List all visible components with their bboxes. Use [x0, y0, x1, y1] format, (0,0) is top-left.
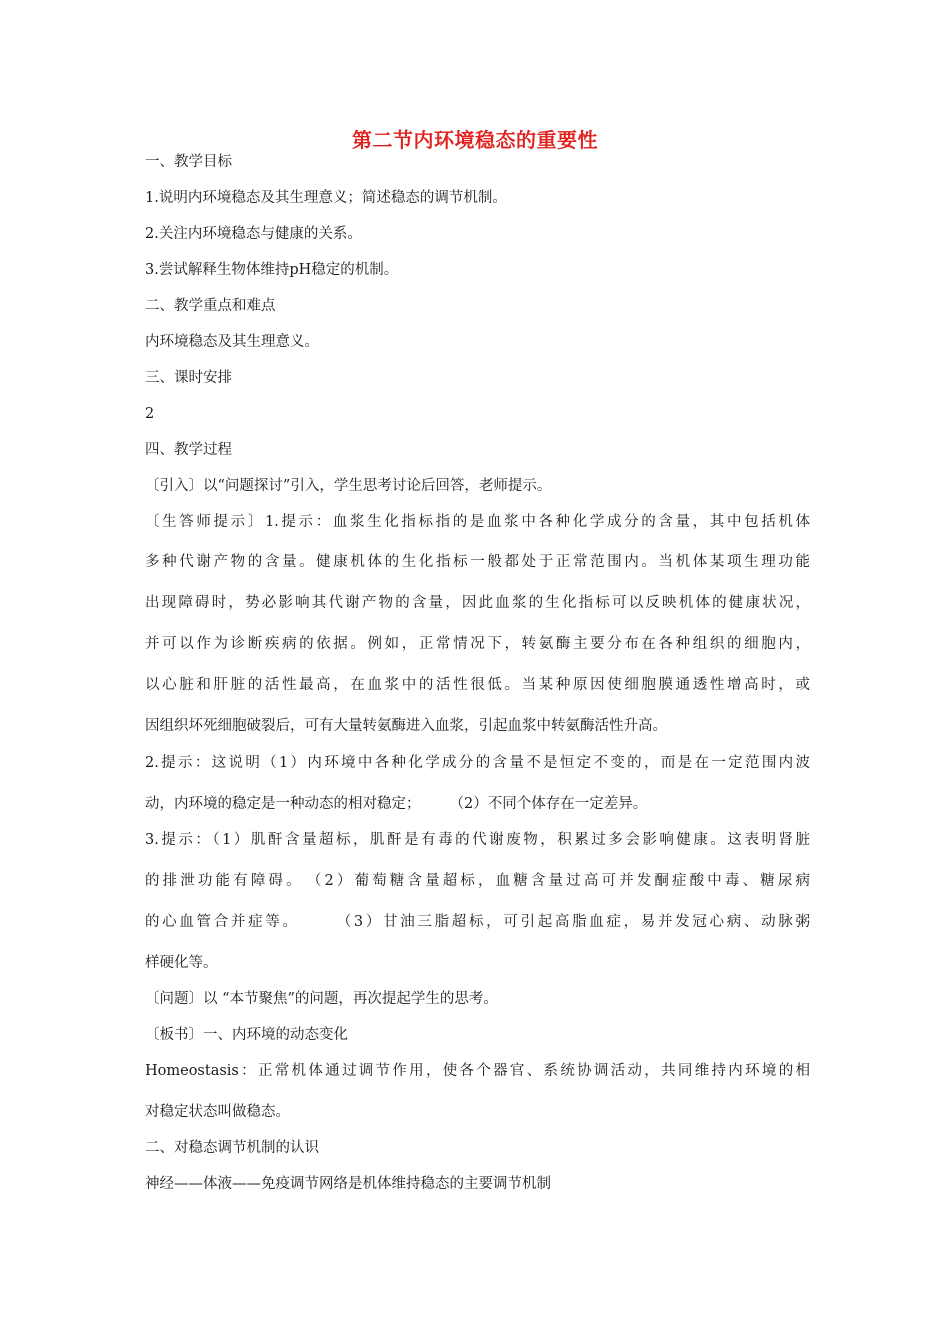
schedule-value: 2	[145, 406, 155, 422]
paragraph-line: 对稳定状态叫做稳态。	[145, 1104, 290, 1120]
paragraph-line: 多种代谢产物的含量。健康机体的生化指标一般都处于正常范围内。当机体某项生理功能	[145, 554, 810, 570]
paragraph-line: 2.提示：这说明（1）内环境中各种化学成分的含量不是恒定不变的，而是在一定范围内波	[145, 755, 810, 771]
paragraph-line: 动，内环境的稳定是一种动态的相对稳定； （2）不同个体存在一定差异。	[145, 796, 648, 812]
paragraph-line: Homeostasis：正常机体通过调节作用，使各个器官、系统协调活动，共同维持内环境的相	[145, 1063, 810, 1079]
key-points-text: 内环境稳态及其生理意义。	[145, 334, 319, 350]
paragraph-line: 〔生答师提示〕1.提示：血浆生化指标指的是血浆中各种化学成分的含量，其中包括机体	[145, 514, 810, 530]
objective-3: 3.尝试解释生物体维持pH稳定的机制。	[145, 262, 399, 278]
question-line: 〔问题〕以 “本节聚焦”的问题，再次提起学生的思考。	[145, 991, 498, 1007]
paragraph-line: 3.提示：（1）肌酐含量超标，肌酐是有毒的代谢废物，积累过多会影响健康。这表明肾脏	[145, 832, 810, 848]
section-heading: 二、对稳态调节机制的认识	[145, 1140, 319, 1156]
objective-1: 1.说明内环境稳态及其生理意义；简述稳态的调节机制。	[145, 190, 507, 206]
paragraph-line: 以心脏和肝脏的活性最高，在血浆中的活性很低。当某种原因使细胞膜通透性增高时，或	[145, 677, 810, 693]
paragraph-line: 的心血管合并症等。 （3）甘油三脂超标，可引起高脂血症，易并发冠心病、动脉粥	[145, 914, 810, 930]
objective-2: 2.关注内环境稳态与健康的关系。	[145, 226, 362, 242]
paragraph-line: 出现障碍时，势必影响其代谢产物的含量，因此血浆的生化指标可以反映机体的健康状况，	[145, 595, 810, 611]
heading-process: 四、教学过程	[145, 442, 232, 458]
paragraph-line: 的排泄功能有障碍。 （2）葡萄糖含量超标，血糖含量过高可并发酮症酸中毒、糖尿病	[145, 873, 810, 889]
heading-key-points: 二、教学重点和难点	[145, 298, 276, 314]
document-title: 第二节内环境稳态的重要性	[352, 128, 598, 152]
heading-schedule: 三、课时安排	[145, 370, 232, 386]
board-heading: 〔板书〕一、内环境的动态变化	[145, 1027, 348, 1043]
heading-objectives: 一、教学目标	[145, 154, 232, 170]
paragraph-line: 并可以作为诊断疾病的依据。例如，正常情况下，转氨酶主要分布在各种组织的细胞内，	[145, 636, 810, 652]
intro-paragraph: 〔引入〕以“问题探讨”引入，学生思考讨论后回答，老师提示。	[145, 478, 552, 494]
paragraph-line: 样硬化等。	[145, 955, 218, 971]
paragraph-line: 因组织坏死细胞破裂后，可有大量转氨酶进入血浆，引起血浆中转氨酶活性升高。	[145, 718, 667, 734]
paragraph-line: 神经——体液——免疫调节网络是机体维持稳态的主要调节机制	[145, 1176, 551, 1192]
